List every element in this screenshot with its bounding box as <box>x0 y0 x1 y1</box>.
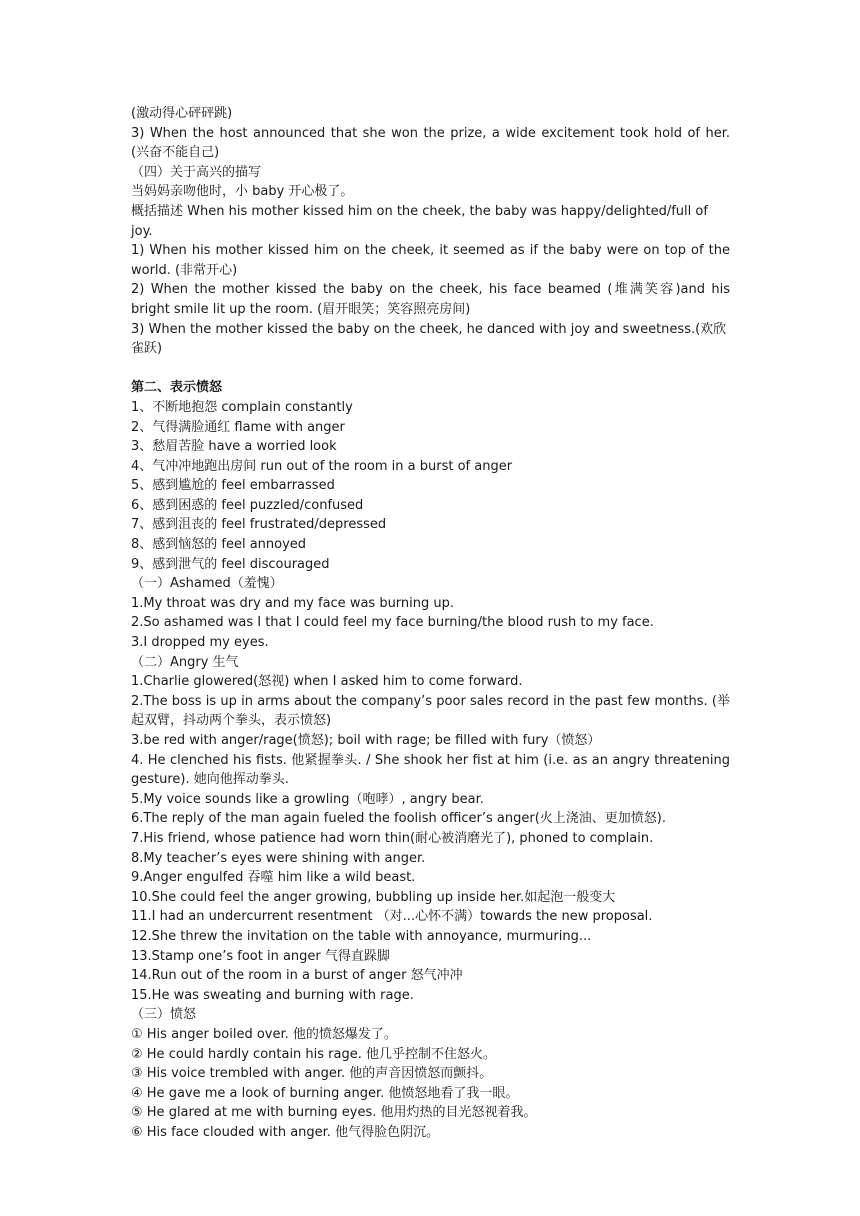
list-item: 1、不断地抱怨 complain constantly <box>131 399 353 415</box>
list-item: 11.I had an undercurrent resentment （对...心怀不满）towards the new proposal. <box>131 909 653 925</box>
list-item: 8、感到恼怒的 feel annoyed <box>131 537 307 553</box>
list-item: ③ His voice trembled with anger. 他的声音因愤怒而颤抖。 <box>131 1066 493 1082</box>
list-item: 14.Run out of the room in a burst of anger 怒气冲冲 <box>131 968 463 984</box>
list-item: 3.be red with anger/rage(愤怒); boil with rage; be filled with fury（愤怒） <box>131 733 601 748</box>
list-item: ⑤ He glared at me with burning eyes. 他用灼热的目光怒视着我。 <box>131 1105 537 1121</box>
subheading: （二）Angry 生气 <box>131 654 239 670</box>
list-item: 13.Stamp one’s foot in anger 气得直跺脚 <box>131 948 390 964</box>
text-line: 概括描述 When his mother kissed him on the cheek, the baby was happy/delighted/full of joy. <box>131 203 708 239</box>
list-item: ④ He gave me a look of burning anger. 他愤怒地看了我一眼。 <box>131 1085 519 1101</box>
list-item: 4. He clenched his fists. 他紧握拳头. / She shook her fist at him (i.e. as an angry threatening gesture). 她向他挥动拳头. <box>131 752 730 788</box>
list-item: 1.Charlie glowered(怒视) when I asked him to come forward. <box>131 674 523 690</box>
list-item: 7、感到沮丧的 feel frustrated/depressed <box>131 517 387 533</box>
list-item: 3、愁眉苦脸 have a worried look <box>131 439 337 455</box>
list-item: 3.I dropped my eyes. <box>131 635 269 651</box>
list-item: 6、感到困惑的 feel puzzled/confused <box>131 497 364 513</box>
text-line: 2) When the mother kissed the baby on the cheek, his face beamed (堆满笑容)and his bright smile lit up the room. (眉开眼笑；笑容照亮房间) <box>131 282 730 317</box>
subheading: （四）关于高兴的描写 <box>131 164 262 180</box>
text-line: 3) When the mother kissed the baby on the cheek, he danced with joy and sweetness.(欢欣雀跃) <box>131 321 727 357</box>
list-item: 5、感到尴尬的 feel embarrassed <box>131 478 335 494</box>
list-item: 2、气得满脸通红 flame with anger <box>131 419 345 435</box>
list-item: 1.My throat was dry and my face was burning up. <box>131 595 455 611</box>
list-item: 8.My teacher’s eyes were shining with anger. <box>131 850 426 866</box>
list-item: 4、气冲冲地跑出房间 run out of the room in a burst of anger <box>131 458 513 474</box>
section-heading: 第二、表示愤怒 <box>131 380 223 396</box>
text-line: 当妈妈亲吻他时，小 baby 开心极了。 <box>131 184 354 200</box>
subheading: （一）Ashamed（羞愧） <box>131 576 283 592</box>
list-item: 6.The reply of the man again fueled the foolish officer’s anger(火上浇油、更加愤怒). <box>131 811 667 827</box>
list-item: ② He could hardly contain his rage. 他几乎控制不住怒火。 <box>131 1046 497 1062</box>
list-item: 9、感到泄气的 feel discouraged <box>131 556 330 572</box>
list-item: 2.So ashamed was I that I could feel my face burning/the blood rush to my face. <box>131 615 654 631</box>
text-line: 3) When the host announced that she won the prize, a wide excitement took hold of her. (兴奋不能自己) <box>131 125 730 161</box>
list-item: 2.The boss is up in arms about the company’s poor sales record in the past few months. (举起双臂，抖动两个拳头，表示愤怒) <box>131 693 730 729</box>
list-item: 15.He was sweating and burning with rage. <box>131 987 414 1003</box>
list-item: 12.She threw the invitation on the table with annoyance, murmuring... <box>131 928 592 944</box>
text-line: 1) When his mother kissed him on the cheek, it seemed as if the baby were on top of the world. (非常开心) <box>131 243 730 278</box>
subheading: （三）愤怒 <box>131 1007 197 1023</box>
list-item: 5.My voice sounds like a growling（咆哮）, angry bear. <box>131 791 484 807</box>
list-item: ⑥ His face clouded with anger. 他气得脸色阴沉。 <box>131 1124 440 1140</box>
list-item: 9.Anger engulfed 吞噬 him like a wild beast. <box>131 870 416 886</box>
blank-line <box>131 359 730 379</box>
text-line: (激动得心砰砰跳) <box>131 106 233 121</box>
list-item: 7.His friend, whose patience had worn thin(耐心被消磨光了), phoned to complain. <box>131 830 654 846</box>
list-item: 10.She could feel the anger growing, bubbling up inside her.如起泡一般变大 <box>131 889 616 905</box>
list-item: ① His anger boiled over. 他的愤怒爆发了。 <box>131 1026 397 1042</box>
